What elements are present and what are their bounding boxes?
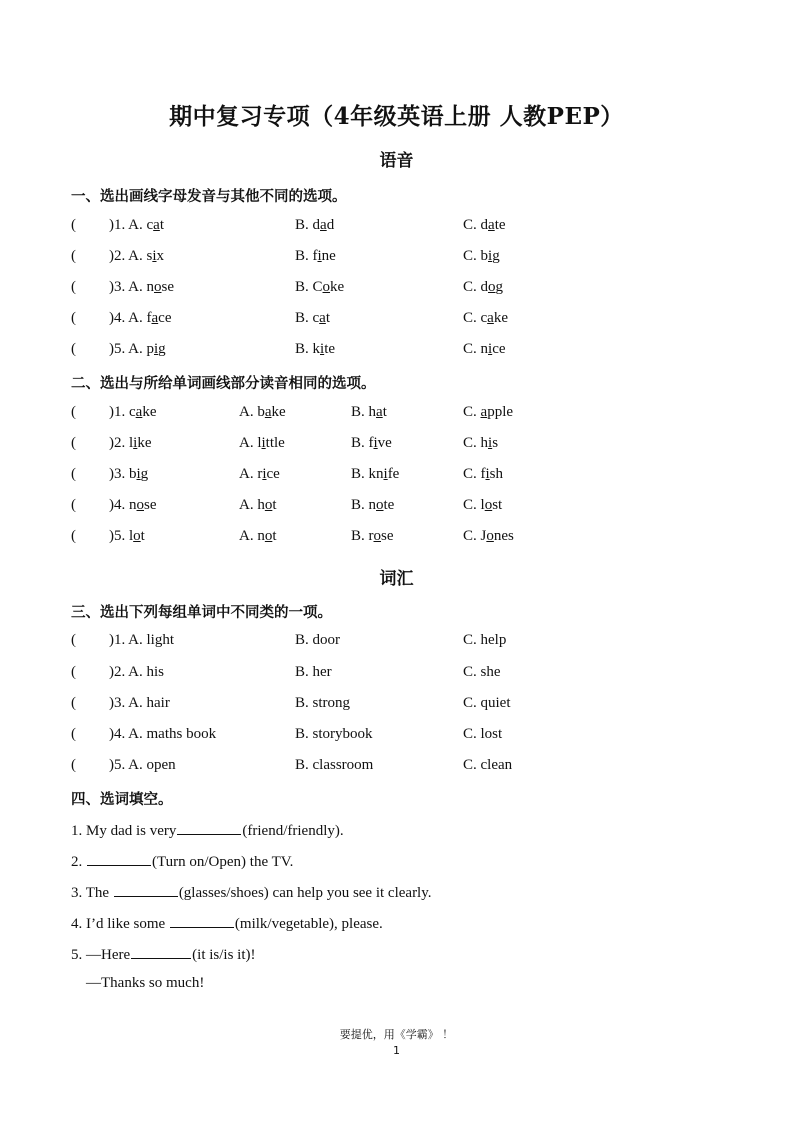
q3-row <box>71 632 721 654</box>
q2-option-c-post: nes <box>493 528 514 544</box>
q2-given-part: ke <box>137 435 152 451</box>
q1-option-c-pre: C. n <box>463 341 489 357</box>
q2-option-b-post: ve <box>377 435 392 451</box>
q1-word-a-part: a <box>151 310 159 326</box>
q1-word-a-part: x <box>156 248 165 264</box>
q1-number: )2. A. <box>109 248 147 264</box>
q1-option-c-underlined: a <box>488 217 495 233</box>
q1-word-a <box>147 248 165 264</box>
q1-word-a-part: f <box>146 310 152 326</box>
q2-given-part: ke <box>142 404 157 420</box>
q2-given-word <box>109 497 157 514</box>
q1-option-b-post: t <box>325 310 331 326</box>
q2-option-a-underlined: a <box>264 404 272 420</box>
q2-number: )2. <box>109 435 129 451</box>
q1-option-c-underlined: i <box>488 341 493 357</box>
answer-bracket: ( <box>71 726 76 742</box>
q1-row <box>71 248 721 270</box>
q2-option-a <box>239 435 285 452</box>
answer-bracket: ( <box>71 310 76 326</box>
q2-option-b-pre: B. kn <box>351 466 384 482</box>
q1-option-b-pre: B. d <box>295 217 321 233</box>
q1-option-c <box>463 310 508 327</box>
q1-word-a-part: p <box>146 341 154 357</box>
q2-option-c-post: pple <box>487 404 514 420</box>
q1-word-a <box>147 217 165 233</box>
q2-option-a-pre: A. r <box>239 466 263 482</box>
q2-option-c-underlined: o <box>486 528 494 544</box>
q1-option-b-pre: B. C <box>295 279 323 295</box>
q1-word-a <box>147 341 166 357</box>
q2-option-a-underlined: o <box>264 497 273 513</box>
q2-option-a-underlined: i <box>262 466 267 482</box>
answer-bracket: ( <box>71 279 76 295</box>
q2-option-a-pre: A. h <box>239 497 265 513</box>
q2-option-c-pre: C. J <box>463 528 487 544</box>
q1-row <box>71 217 721 239</box>
answer-blank[interactable] <box>131 944 191 959</box>
q1-option-b-underlined: a <box>319 310 326 326</box>
q1-option-b <box>295 310 330 327</box>
q2-given-part: a <box>135 404 143 420</box>
q3-option-b: B. door <box>295 632 340 648</box>
q1-option-b-underlined: a <box>320 217 327 233</box>
q1-option-c-pre: C. d <box>463 217 489 233</box>
q3-row <box>71 695 721 717</box>
q1-option-b-post: ne <box>321 248 336 264</box>
q3-option-a: )3. A. hair <box>109 695 170 711</box>
q2-option-b <box>351 466 399 483</box>
q2-given-part: n <box>129 497 137 513</box>
q3-option-b: B. storybook <box>295 726 373 742</box>
q2-option-b-post: te <box>383 497 395 513</box>
q2-option-c-underlined: a <box>480 404 488 420</box>
section-vocab-title: 词汇 <box>379 569 414 589</box>
q1-option-c-underlined: i <box>488 248 493 264</box>
q1-number: )1. A. <box>109 217 147 233</box>
q1-word-a <box>147 310 172 326</box>
q1-option-b-underlined: i <box>320 341 325 357</box>
q2-given-part: c <box>129 404 136 420</box>
q2-given-word <box>109 528 145 545</box>
q2-option-a <box>239 497 277 514</box>
q1-option-c <box>463 341 506 358</box>
answer-bracket: ( <box>71 664 76 680</box>
q1-option-c-post: te <box>494 217 506 233</box>
q2-option-b-pre: B. r <box>351 528 374 544</box>
q2-number: )4. <box>109 497 129 513</box>
q3-heading: 三、选出下列每组单词中不同类的一项。 <box>71 605 332 621</box>
q1-heading: 一、选出画线字母发音与其他不同的选项。 <box>71 189 347 205</box>
q2-heading: 二、选出与所给单词画线部分读音相同的选项。 <box>71 376 376 392</box>
q4-sentence-end: (it is/is it)! <box>192 947 256 963</box>
q2-option-b-pre: B. n <box>351 497 377 513</box>
q2-option-b <box>351 404 387 421</box>
q1-option-b-underlined: o <box>322 279 331 295</box>
q3-option-c: C. she <box>463 664 501 680</box>
answer-bracket: ( <box>71 435 76 451</box>
q4-sentence-start: 5. —Here <box>71 947 131 963</box>
q2-option-c-pre: C. l <box>463 497 485 513</box>
q2-option-a <box>239 466 280 483</box>
q2-option-c <box>463 435 498 452</box>
q2-option-b-underlined: o <box>376 497 384 513</box>
q2-option-b <box>351 497 394 514</box>
q2-option-a-post: t <box>272 528 277 544</box>
q2-option-c-pre: C. <box>463 404 481 420</box>
q1-word-a-part: s <box>146 248 153 264</box>
q1-word-a-part: i <box>154 341 159 357</box>
q4-sentence <box>71 944 256 964</box>
q3-option-a: )4. A. maths book <box>109 726 217 742</box>
q1-option-b-pre: B. c <box>295 310 320 326</box>
q4-sentence <box>71 851 293 871</box>
q1-option-c <box>463 279 503 296</box>
section-phonics-title: 语音 <box>379 151 414 171</box>
q2-option-c-post: sh <box>489 466 504 482</box>
q1-row <box>71 341 721 363</box>
q2-option-b-pre: B. h <box>351 404 377 420</box>
q1-option-b-underlined: i <box>317 248 322 264</box>
q2-option-b-post: se <box>381 528 394 544</box>
q2-option-b-pre: B. f <box>351 435 374 451</box>
q1-option-c-post: ke <box>493 310 509 326</box>
q4-sentence-start: 2. <box>71 854 86 870</box>
q2-option-c-underlined: o <box>484 497 493 513</box>
q4-heading: 四、选词填空。 <box>71 792 173 808</box>
q2-option-a-pre: A. l <box>239 435 262 451</box>
answer-bracket: ( <box>71 695 76 711</box>
q1-number: )3. A. <box>109 279 147 295</box>
q1-option-c-post: g <box>495 279 504 295</box>
q2-option-b <box>351 435 392 452</box>
q2-row <box>71 435 721 457</box>
answer-bracket: ( <box>71 757 76 773</box>
q4-sentence-start: 3. The <box>71 885 113 901</box>
q1-option-a <box>109 310 172 327</box>
footer-slogan: 要提优，用《学霸》 ！ <box>339 1028 454 1041</box>
q1-word-a-part: o <box>154 279 162 295</box>
q3-option-a: )1. A. light <box>109 632 175 648</box>
q2-option-a-post: ke <box>271 404 286 420</box>
q1-word-a-part: i <box>152 248 157 264</box>
q1-option-c <box>463 217 506 234</box>
q3-option-a: )5. A. open <box>109 757 176 773</box>
q1-word-a-part: n <box>146 279 154 295</box>
q2-option-a-pre: A. n <box>239 528 265 544</box>
q2-given-part: b <box>129 466 137 482</box>
q1-option-c-underlined: a <box>487 310 494 326</box>
q1-option-c-pre: C. b <box>463 248 489 264</box>
q1-option-b <box>295 248 336 265</box>
answer-bracket: ( <box>71 248 76 264</box>
q1-option-c-pre: C. c <box>463 310 488 326</box>
q2-option-c-post: s <box>492 435 499 451</box>
q2-given-part: i <box>133 435 138 451</box>
page-title: 期中复习专项（4年级英语上册 人教PEP） <box>169 103 624 130</box>
answer-blank[interactable] <box>177 820 241 835</box>
q2-option-a <box>239 528 277 545</box>
q1-option-c-underlined: o <box>488 279 496 295</box>
q1-word-a-part: c <box>146 217 154 233</box>
q2-option-a-underlined: i <box>261 435 266 451</box>
q3-option-b: B. classroom <box>295 757 374 773</box>
q3-option-c: C. help <box>463 632 507 648</box>
q2-given-part: i <box>136 466 141 482</box>
q2-option-c <box>463 497 502 514</box>
q1-option-c-post: ce <box>492 341 506 357</box>
q2-given-part: o <box>136 497 144 513</box>
q2-option-c-pre: C. h <box>463 435 489 451</box>
q3-option-c: C. clean <box>463 757 513 773</box>
q4-sentence-start: 1. My dad is very <box>71 823 177 839</box>
q1-option-a <box>109 217 164 234</box>
q1-word-a-part: t <box>159 217 165 233</box>
q1-word-a-part: g <box>158 341 166 357</box>
q1-option-b-pre: B. k <box>295 341 321 357</box>
q2-option-b <box>351 528 394 545</box>
q1-option-c-post: g <box>492 248 500 264</box>
q2-given-word <box>109 466 148 483</box>
q2-option-b-underlined: i <box>373 435 378 451</box>
q2-option-b-underlined: a <box>376 404 383 420</box>
q2-option-b-post: t <box>382 404 387 420</box>
q2-option-c <box>463 404 513 421</box>
answer-bracket: ( <box>71 632 76 648</box>
q3-row <box>71 664 721 686</box>
answer-bracket: ( <box>71 497 76 513</box>
q1-number: )5. A. <box>109 341 147 357</box>
q1-option-a <box>109 248 164 265</box>
q2-option-b-post: fe <box>387 466 400 482</box>
q2-given-part: t <box>140 528 145 544</box>
q2-given-part: l <box>129 528 134 544</box>
q3-option-c: C. lost <box>463 726 503 742</box>
q4-sentence-start: 4. I’d like some <box>71 916 169 932</box>
q1-word-a-part: se <box>161 279 174 295</box>
q1-option-b <box>295 279 344 296</box>
answer-bracket: ( <box>71 404 76 420</box>
q1-word-a-part: ce <box>158 310 172 326</box>
dialogue-reply: —Thanks so much! <box>86 975 205 991</box>
answer-bracket: ( <box>71 528 76 544</box>
q4-sentence-end: (friend/friendly). <box>242 823 344 839</box>
q1-option-b <box>295 217 334 234</box>
q1-word-a <box>147 279 175 295</box>
answer-blank[interactable] <box>114 882 178 897</box>
q3-option-a: )2. A. his <box>109 664 165 680</box>
q2-number: )1. <box>109 404 129 420</box>
q1-option-b-post: te <box>324 341 336 357</box>
q2-number: )5. <box>109 528 129 544</box>
q1-option-c-pre: C. d <box>463 279 489 295</box>
answer-blank[interactable] <box>170 913 234 928</box>
q2-given-part: se <box>144 497 157 513</box>
answer-blank[interactable] <box>87 851 151 866</box>
q2-option-c <box>463 466 503 483</box>
q1-option-a <box>109 279 174 296</box>
q2-option-c-pre: C. f <box>463 466 486 482</box>
q3-option-c: C. quiet <box>463 695 511 711</box>
q1-option-b-post: ke <box>330 279 345 295</box>
q2-option-c <box>463 528 514 545</box>
q2-option-a-post: ce <box>266 466 280 482</box>
q4-sentence-end: (Turn on/Open) the TV. <box>152 854 294 870</box>
q2-option-c-underlined: i <box>485 466 490 482</box>
q2-row <box>71 404 721 426</box>
q1-number: )4. A. <box>109 310 147 326</box>
q2-row <box>71 528 721 550</box>
q2-number: )3. <box>109 466 129 482</box>
q2-given-part: l <box>129 435 134 451</box>
q2-option-c-post: st <box>492 497 503 513</box>
q2-row <box>71 466 721 488</box>
q4-sentence <box>71 913 383 933</box>
q2-option-a <box>239 404 286 421</box>
answer-bracket: ( <box>71 466 76 482</box>
answer-bracket: ( <box>71 341 76 357</box>
q4-sentence-end: (glasses/shoes) can help you see it clearly. <box>178 885 432 901</box>
q3-row <box>71 757 721 779</box>
q2-given-word <box>109 435 152 452</box>
q2-given-part: g <box>140 466 149 482</box>
q3-option-b: B. strong <box>295 695 351 711</box>
q1-option-b-pre: B. f <box>295 248 318 264</box>
q4-sentence <box>71 820 344 840</box>
q1-row <box>71 279 721 301</box>
answer-bracket: ( <box>71 217 76 233</box>
page-number: 1 <box>393 1044 400 1057</box>
q2-given-part: o <box>133 528 141 544</box>
q1-option-c <box>463 248 500 265</box>
q3-row <box>71 726 721 748</box>
q2-option-a-underlined: o <box>264 528 273 544</box>
q2-option-a-post: t <box>272 497 277 513</box>
q2-option-c-underlined: i <box>488 435 493 451</box>
q2-option-b-underlined: i <box>383 466 388 482</box>
q2-row <box>71 497 721 519</box>
q3-option-b: B. her <box>295 664 332 680</box>
q1-option-b <box>295 341 335 358</box>
q2-option-a-pre: A. b <box>239 404 265 420</box>
q4-sentence <box>71 882 432 902</box>
q1-word-a-part: a <box>153 217 160 233</box>
q2-option-a-post: ttle <box>265 435 285 451</box>
q2-given-word <box>109 404 157 421</box>
q1-option-a <box>109 341 166 358</box>
q1-row <box>71 310 721 332</box>
q2-option-b-underlined: o <box>373 528 381 544</box>
q1-option-b-post: d <box>326 217 335 233</box>
q4-sentence-end: (milk/vegetable), please. <box>234 916 383 932</box>
